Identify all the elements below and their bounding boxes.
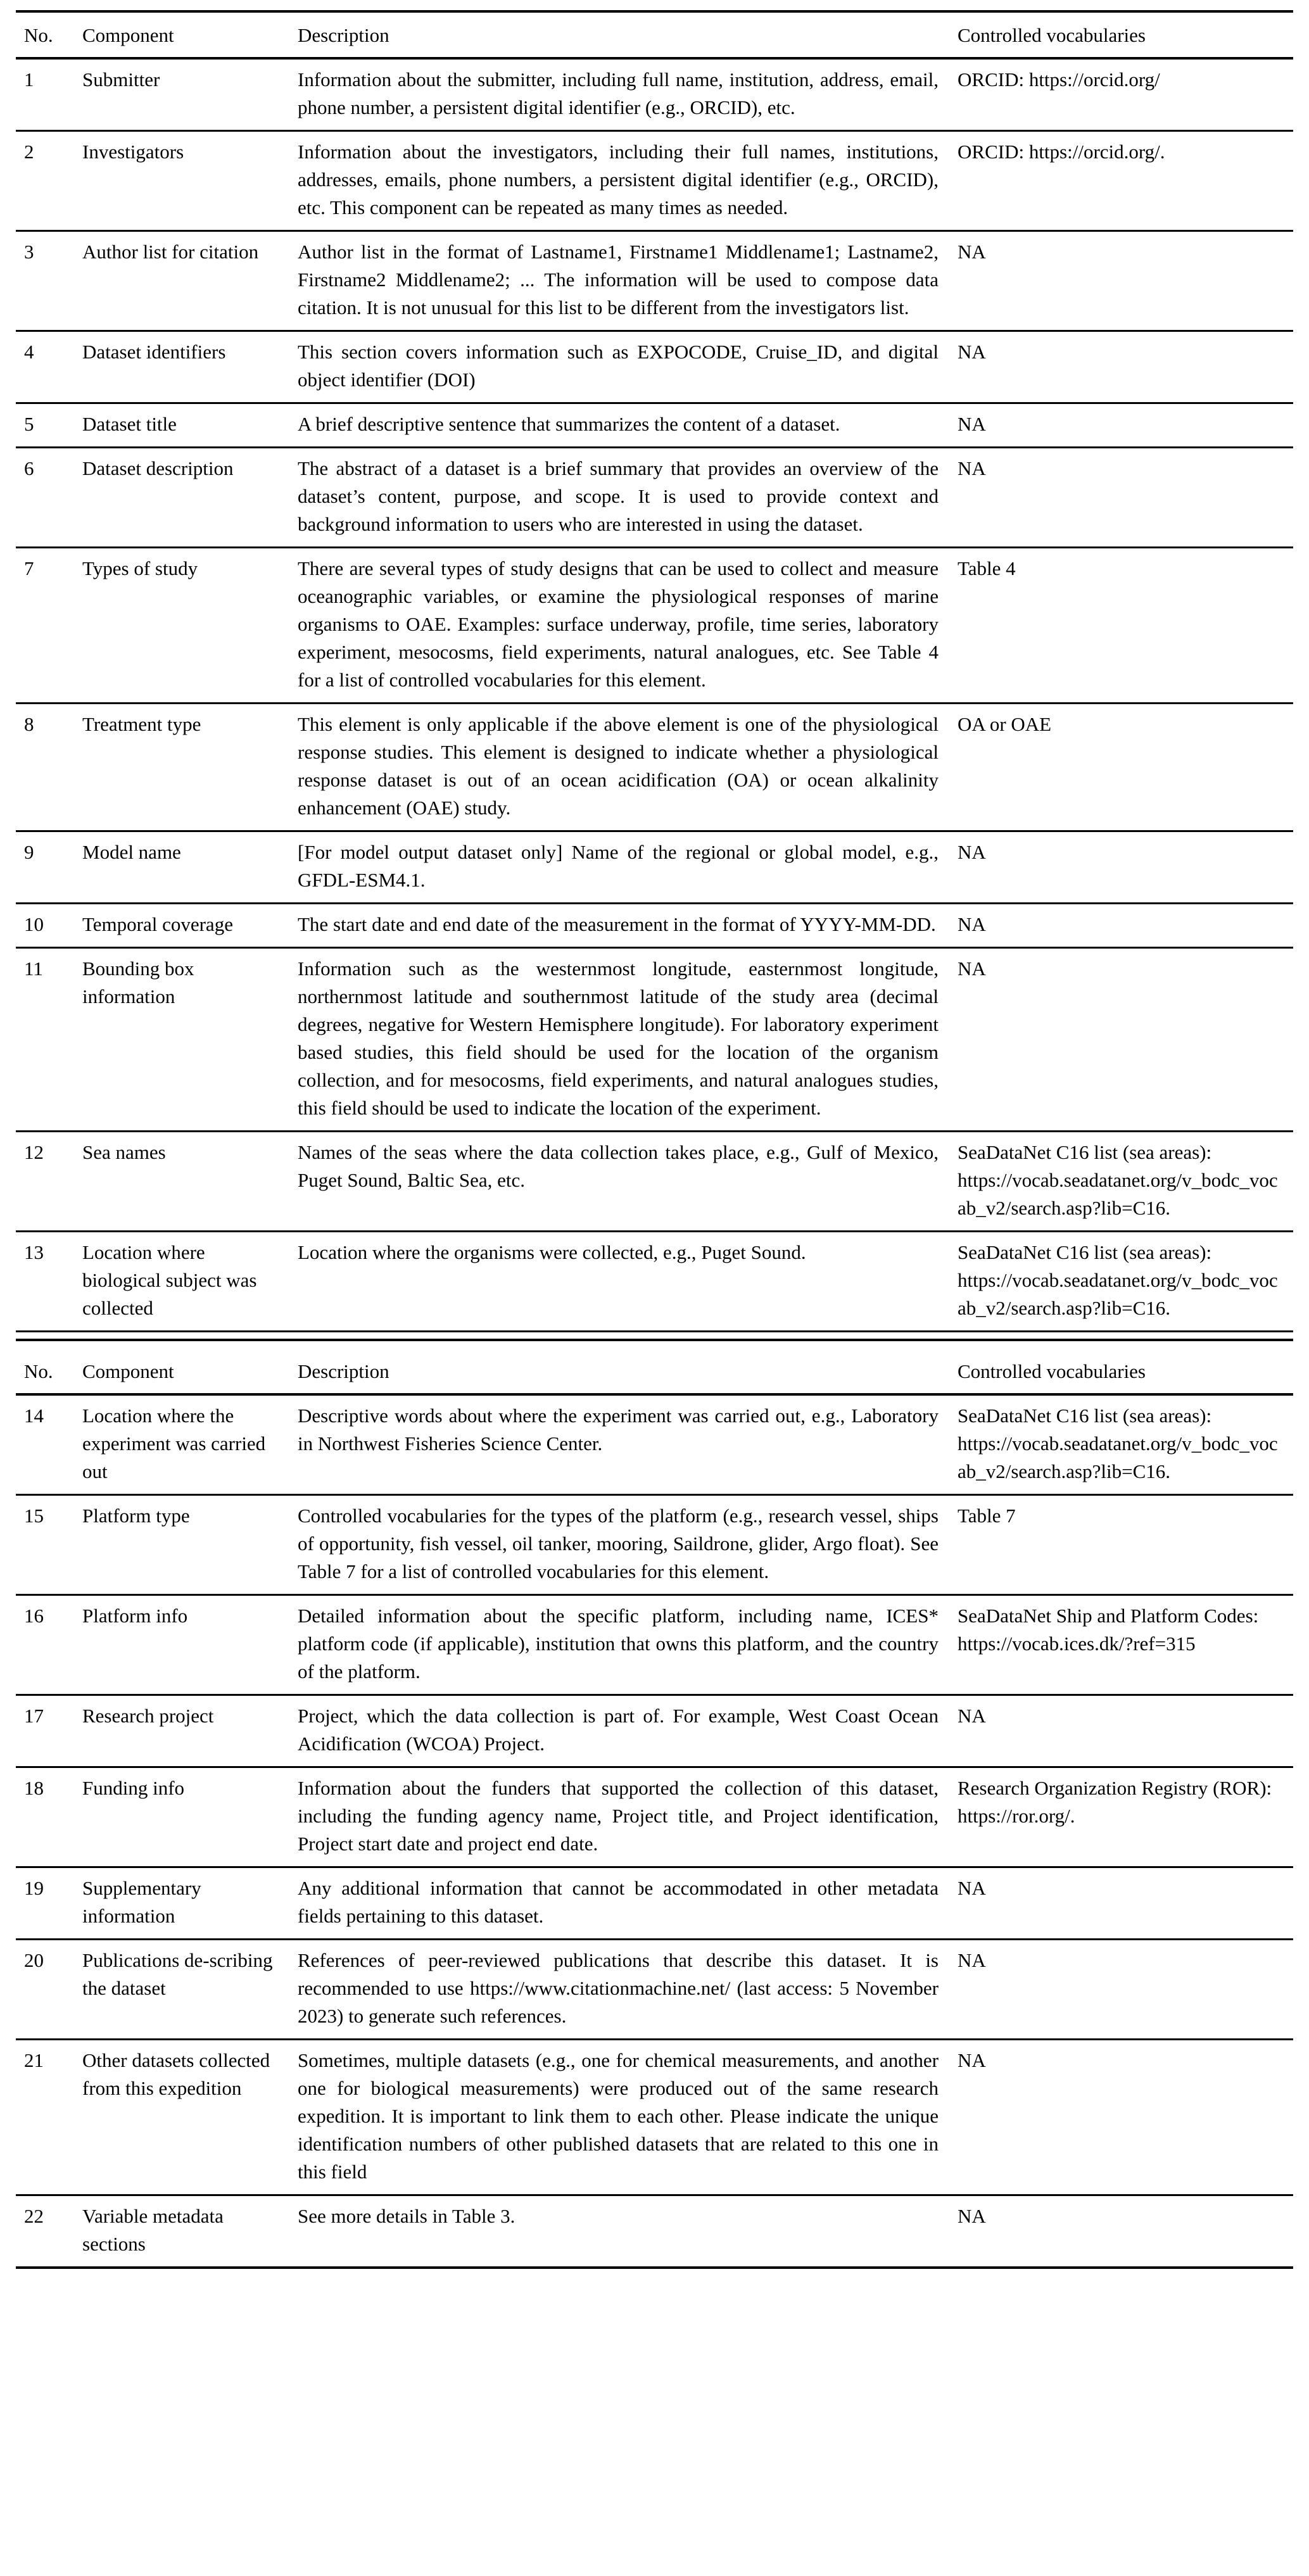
cell-description: Any additional information that cannot be accommodated in other metadata fields pertaining to this dataset. [298, 1867, 958, 1940]
cell-row-number: 18 [16, 1767, 82, 1867]
cell-component: Model name [82, 831, 298, 904]
cell-row-number: 8 [16, 704, 82, 831]
cell-controlled-vocabularies: NA [958, 948, 1293, 1132]
table-row [16, 831, 1293, 904]
table-row [16, 1495, 1293, 1595]
cell-component: Author list for citation [82, 231, 298, 331]
table-row [16, 1767, 1293, 1867]
cell-controlled-vocabularies: Table 7 [958, 1495, 1293, 1595]
cell-row-number: 19 [16, 1867, 82, 1940]
table-body [16, 11, 1293, 2268]
cell-description: Descriptive words about where the experiment was carried out, e.g., Laboratory in Northwest Fisheries Science Center. [298, 1394, 958, 1495]
cell-component: Location where biological subject was collected [82, 1232, 298, 1332]
cell-component: Location where the experiment was carried out [82, 1394, 298, 1495]
cell-controlled-vocabularies: NA [958, 448, 1293, 548]
cell-description: Information about the funders that supported the collection of this dataset, including the funding agency name, Project title, and Project identification, Project start date and project end date. [298, 1767, 958, 1867]
cell-row-number: 22 [16, 2195, 82, 2268]
cell-row-number: 10 [16, 904, 82, 948]
cell-row-number: 7 [16, 548, 82, 704]
cell-controlled-vocabularies: ORCID: https://orcid.org/. [958, 131, 1293, 231]
cell-component: Supplementary information [82, 1867, 298, 1940]
table-row [16, 331, 1293, 403]
cell-row-number: 4 [16, 331, 82, 403]
section-break-rule [16, 1332, 1293, 1341]
cell-component: Dataset description [82, 448, 298, 548]
cell-controlled-vocabularies: OA or OAE [958, 704, 1293, 831]
cell-description: The abstract of a dataset is a brief summary that provides an overview of the dataset’s content, purpose, and scope. It is used to provide context and background information to users who are interested in using the dataset. [298, 448, 958, 548]
cell-row-number: 13 [16, 1232, 82, 1332]
cell-description: Sometimes, multiple datasets (e.g., one for chemical measurements, and another one for biological measurements) were produced out of the same research expedition. It is important to link them to each other. Please indicate the unique identification numbers of other published datasets that are related to this one in this field [298, 2040, 958, 2195]
cell-description: Information such as the westernmost longitude, easternmost longitude, northernmost latitude and southernmost latitude of the study area (decimal degrees, negative for Western Hemisphere longitude). For laboratory experiment based studies, this field should be used for the location of the organism collection, and for mesocosms, field experiments, and natural analogues studies, this field should be used to indicate the location of the experiment. [298, 948, 958, 1132]
cell-component: Dataset title [82, 403, 298, 448]
cell-component: Platform type [82, 1495, 298, 1595]
cell-description: Author list in the format of Lastname1, Firstname1 Middlename1; Lastname2, Firstname2 Middlename2; ... The information will be used to compose data citation. It is not unusual for this list to be different from the investigators list. [298, 231, 958, 331]
cell-component: Types of study [82, 548, 298, 704]
cell-controlled-vocabularies: NA [958, 1695, 1293, 1767]
cell-row-number: 1 [16, 58, 82, 131]
cell-description: [For model output dataset only] Name of the regional or global model, e.g., GFDL-ESM4.1. [298, 831, 958, 904]
table-row [16, 1232, 1293, 1332]
table-header-row [16, 11, 1293, 58]
cell-controlled-vocabularies: ORCID: https://orcid.org/ [958, 58, 1293, 131]
cell-component: Sea names [82, 1132, 298, 1232]
cell-row-number: 11 [16, 948, 82, 1132]
cell-description: Location where the organisms were collected, e.g., Puget Sound. [298, 1232, 958, 1332]
cell-description: The start date and end date of the measurement in the format of YYYY-MM-DD. [298, 904, 958, 948]
cell-description: See more details in Table 3. [298, 2195, 958, 2268]
cell-component: Treatment type [82, 704, 298, 831]
section-break-row [16, 1332, 1293, 1341]
table-row [16, 2040, 1293, 2195]
cell-component: Submitter [82, 58, 298, 131]
cell-component: Dataset identifiers [82, 331, 298, 403]
cell-description: Information about the investigators, including their full names, institutions, addresses, emails, phone numbers, a persistent digital identifier (e.g., ORCID), etc. This component can be repeated as many times as needed. [298, 131, 958, 231]
cell-description: This section covers information such as EXPOCODE, Cruise_ID, and digital object identifier (DOI) [298, 331, 958, 403]
column-header-description: Description [298, 11, 958, 58]
cell-controlled-vocabularies: NA [958, 1940, 1293, 2040]
cell-row-number: 20 [16, 1940, 82, 2040]
table-row [16, 403, 1293, 448]
cell-row-number: 9 [16, 831, 82, 904]
table-row [16, 704, 1293, 831]
table-row [16, 231, 1293, 331]
cell-controlled-vocabularies: NA [958, 831, 1293, 904]
cell-row-number: 12 [16, 1132, 82, 1232]
table-row [16, 1867, 1293, 1940]
cell-component: Other datasets collected from this expedition [82, 2040, 298, 2195]
table-row [16, 904, 1293, 948]
cell-controlled-vocabularies: NA [958, 2195, 1293, 2268]
table-row [16, 2195, 1293, 2268]
cell-component: Variable metadata sections [82, 2195, 298, 2268]
cell-description: Names of the seas where the data collection takes place, e.g., Gulf of Mexico, Puget Sound, Baltic Sea, etc. [298, 1132, 958, 1232]
table-row [16, 131, 1293, 231]
table-row [16, 448, 1293, 548]
table-row [16, 1940, 1293, 2040]
cell-description: This element is only applicable if the above element is one of the physiological response studies. This element is designed to indicate whether a physiological response dataset is out of an ocean acidification (OA) or ocean alkalinity enhancement (OAE) study. [298, 704, 958, 831]
cell-component: Investigators [82, 131, 298, 231]
cell-description: Detailed information about the specific platform, including name, ICES* platform code (if applicable), institution that owns this platform, and the country of the platform. [298, 1595, 958, 1695]
cell-description: Controlled vocabularies for the types of the platform (e.g., research vessel, ships of opportunity, fish vessel, oil tanker, mooring, Saildrone, glider, Argo float). See Table 7 for a list of controlled vocabularies for this element. [298, 1495, 958, 1595]
metadata-components-table [16, 10, 1293, 2269]
cell-row-number: 15 [16, 1495, 82, 1595]
cell-row-number: 21 [16, 2040, 82, 2195]
cell-controlled-vocabularies: NA [958, 2040, 1293, 2195]
table-row [16, 58, 1293, 131]
cell-controlled-vocabularies: NA [958, 403, 1293, 448]
cell-component: Publications de-scribing the dataset [82, 1940, 298, 2040]
cell-controlled-vocabularies: NA [958, 331, 1293, 403]
cell-controlled-vocabularies: SeaDataNet C16 list (sea areas): https://vocab.seadatanet.org/v_bodc_vocab_v2/search.asp?lib=C16. [958, 1394, 1293, 1495]
cell-controlled-vocabularies: NA [958, 231, 1293, 331]
column-header-row-number: No. [16, 1340, 82, 1394]
column-header-controlled-vocabularies: Controlled vocabularies [958, 1340, 1293, 1394]
cell-description: A brief descriptive sentence that summarizes the content of a dataset. [298, 403, 958, 448]
cell-description: References of peer-reviewed publications that describe this dataset. It is recommended to use https://www.citationmachine.net/ (last access: 5 November 2023) to generate such references. [298, 1940, 958, 2040]
table-row [16, 1595, 1293, 1695]
cell-row-number: 3 [16, 231, 82, 331]
table-row [16, 948, 1293, 1132]
cell-row-number: 2 [16, 131, 82, 231]
cell-description: Project, which the data collection is part of. For example, West Coast Ocean Acidification (WCOA) Project. [298, 1695, 958, 1767]
column-header-controlled-vocabularies: Controlled vocabularies [958, 11, 1293, 58]
cell-component: Bounding box information [82, 948, 298, 1132]
table-header-row [16, 1340, 1293, 1394]
cell-row-number: 17 [16, 1695, 82, 1767]
cell-component: Platform info [82, 1595, 298, 1695]
column-header-component: Component [82, 1340, 298, 1394]
cell-row-number: 16 [16, 1595, 82, 1695]
cell-description: There are several types of study designs that can be used to collect and measure oceanographic variables, or examine the physiological responses of marine organisms to OAE. Examples: surface underway, profile, time series, laboratory experiment, mesocosms, field experiments, natural analogues, etc. See Table 4 for a list of controlled vocabularies for this element. [298, 548, 958, 704]
cell-component: Research project [82, 1695, 298, 1767]
table-row [16, 1394, 1293, 1495]
cell-controlled-vocabularies: NA [958, 1867, 1293, 1940]
cell-component: Funding info [82, 1767, 298, 1867]
cell-description: Information about the submitter, including full name, institution, address, email, phone number, a persistent digital identifier (e.g., ORCID), etc. [298, 58, 958, 131]
column-header-component: Component [82, 11, 298, 58]
cell-controlled-vocabularies: Table 4 [958, 548, 1293, 704]
cell-row-number: 5 [16, 403, 82, 448]
table-row [16, 1132, 1293, 1232]
table-row [16, 1695, 1293, 1767]
cell-controlled-vocabularies: NA [958, 904, 1293, 948]
cell-controlled-vocabularies: SeaDataNet Ship and Platform Codes: https://vocab.ices.dk/?ref=315 [958, 1595, 1293, 1695]
cell-controlled-vocabularies: Research Organization Registry (ROR): https://ror.org/. [958, 1767, 1293, 1867]
cell-component: Temporal coverage [82, 904, 298, 948]
cell-controlled-vocabularies: SeaDataNet C16 list (sea areas): https://vocab.seadatanet.org/v_bodc_vocab_v2/search.asp?lib=C16. [958, 1132, 1293, 1232]
cell-row-number: 6 [16, 448, 82, 548]
column-header-description: Description [298, 1340, 958, 1394]
table-row [16, 548, 1293, 704]
cell-row-number: 14 [16, 1394, 82, 1495]
cell-controlled-vocabularies: SeaDataNet C16 list (sea areas): https://vocab.seadatanet.org/v_bodc_vocab_v2/search.asp?lib=C16. [958, 1232, 1293, 1332]
column-header-row-number: No. [16, 11, 82, 58]
